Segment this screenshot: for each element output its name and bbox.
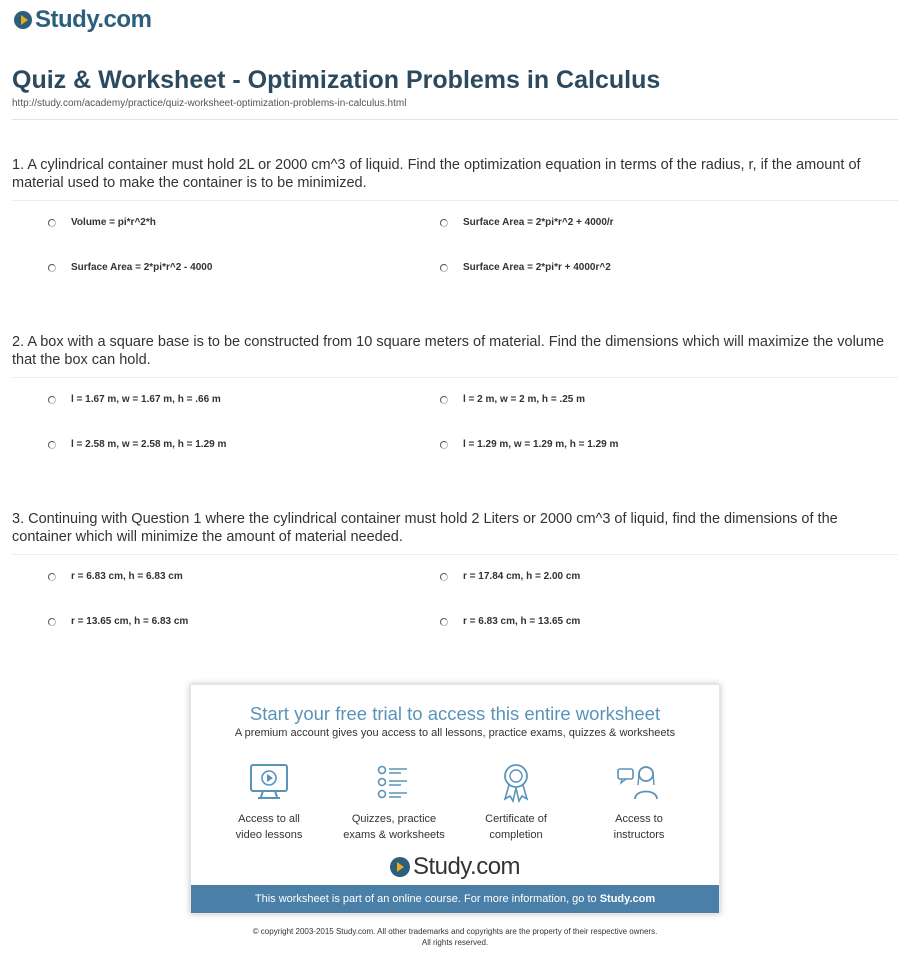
question-1 (12, 156, 898, 291)
divider (12, 119, 898, 120)
radio-icon[interactable] (440, 618, 448, 626)
answer-option[interactable] (440, 394, 585, 405)
radio-icon[interactable] (48, 573, 56, 581)
promo-study-logo[interactable] (191, 853, 719, 881)
option-label: l = 1.29 m, w = 1.29 m, h = 1.29 m (463, 439, 619, 450)
option-label: l = 1.67 m, w = 1.67 m, h = .66 m (71, 394, 221, 405)
feature-quizzes (339, 763, 449, 843)
radio-icon[interactable] (48, 441, 56, 449)
answer-option[interactable] (440, 439, 618, 450)
certificate-icon (495, 763, 537, 803)
question-3 (12, 510, 898, 645)
feature-certificate (461, 763, 571, 843)
radio-icon[interactable] (440, 441, 448, 449)
answer-option[interactable] (440, 616, 580, 627)
answer-option[interactable] (48, 616, 188, 627)
question-text: 3. Continuing with Question 1 where the cylindrical container must hold 2 Liters or 2000 cm^3 of liquid, find the dimensions of the container which will minimize the amount of material needed. (12, 510, 898, 555)
answer-option[interactable] (440, 262, 611, 273)
answer-option[interactable] (48, 262, 212, 273)
radio-icon[interactable] (440, 573, 448, 581)
video-icon (248, 763, 290, 803)
promo-info-bar (191, 885, 719, 913)
rights-text: All rights reserved. (421, 938, 489, 947)
page-url: http://study.com/academy/practice/quiz-worksheet-optimization-problems-in-calculus.html (12, 98, 407, 109)
copyright-footer (0, 926, 910, 948)
answer-option[interactable] (440, 217, 614, 228)
feature-video-lessons (214, 763, 324, 843)
promo-subtitle: A premium account gives you access to all lessons, practice exams, quizzes & worksheets (234, 727, 676, 739)
feature-label: instructors (613, 829, 665, 841)
feature-instructors (584, 763, 694, 843)
radio-icon[interactable] (48, 396, 56, 404)
study-logo[interactable] (14, 6, 151, 34)
question-text: 1. A cylindrical container must hold 2L or 2000 cm^3 of liquid. Find the optimization equation in terms of the radius, r, if the amount of material used to make the container is to be minimized. (12, 156, 898, 201)
radio-icon[interactable] (48, 264, 56, 272)
study-link[interactable]: Study.com (599, 893, 656, 905)
answer-option[interactable] (48, 217, 156, 228)
option-label: r = 17.84 cm, h = 2.00 cm (463, 571, 581, 582)
radio-icon[interactable] (440, 396, 448, 404)
option-label: Volume = pi*r^2*h (71, 217, 156, 228)
answer-options (12, 201, 898, 291)
option-label: Surface Area = 2*pi*r^2 - 4000 (71, 262, 213, 273)
feature-label: completion (489, 829, 543, 841)
option-label: r = 6.83 cm, h = 13.65 cm (463, 616, 581, 627)
feature-label: Access to all (238, 813, 300, 825)
feature-label: Quizzes, practice (351, 813, 437, 825)
answer-options (12, 378, 898, 468)
option-label: r = 6.83 cm, h = 6.83 cm (71, 571, 183, 582)
answer-options (12, 555, 898, 645)
option-label: Surface Area = 2*pi*r^2 + 4000/r (463, 217, 614, 228)
option-label: l = 2.58 m, w = 2.58 m, h = 1.29 m (71, 439, 227, 450)
question-text: 2. A box with a square base is to be constructed from 10 square meters of material. Find the dimensions which will maximize the volume that the box can hold. (12, 333, 898, 378)
question-2 (12, 333, 898, 468)
option-label: l = 2 m, w = 2 m, h = .25 m (463, 394, 586, 405)
answer-option[interactable] (48, 439, 226, 450)
feature-label: video lessons (235, 829, 303, 841)
logo-text: Study.com (412, 853, 521, 880)
free-trial-promo (190, 684, 720, 914)
instructor-icon (616, 763, 662, 803)
play-logo-icon (390, 857, 410, 877)
list-icon (373, 763, 415, 803)
play-logo-icon (14, 11, 32, 29)
copyright-text: © copyright 2003-2015 Study.com. All other trademarks and copyrights are the property of their respective owners. (252, 927, 658, 936)
answer-option[interactable] (440, 571, 580, 582)
feature-label: exams & worksheets (343, 829, 445, 841)
radio-icon[interactable] (48, 219, 56, 227)
answer-option[interactable] (48, 394, 221, 405)
logo-text: Study.com (35, 6, 152, 33)
radio-icon[interactable] (440, 264, 448, 272)
answer-option[interactable] (48, 571, 183, 582)
radio-icon[interactable] (48, 618, 56, 626)
feature-label: Access to (615, 813, 663, 825)
promo-title[interactable]: Start your free trial to access this entire worksheet (249, 703, 661, 724)
promo-bar-text: This worksheet is part of an online course. For more information, go to (254, 893, 600, 905)
page-title: Quiz & Worksheet - Optimization Problems in Calculus (12, 66, 661, 94)
option-label: Surface Area = 2*pi*r + 4000r^2 (463, 262, 611, 273)
radio-icon[interactable] (440, 219, 448, 227)
option-label: r = 13.65 cm, h = 6.83 cm (71, 616, 189, 627)
feature-label: Certificate of (485, 813, 547, 825)
